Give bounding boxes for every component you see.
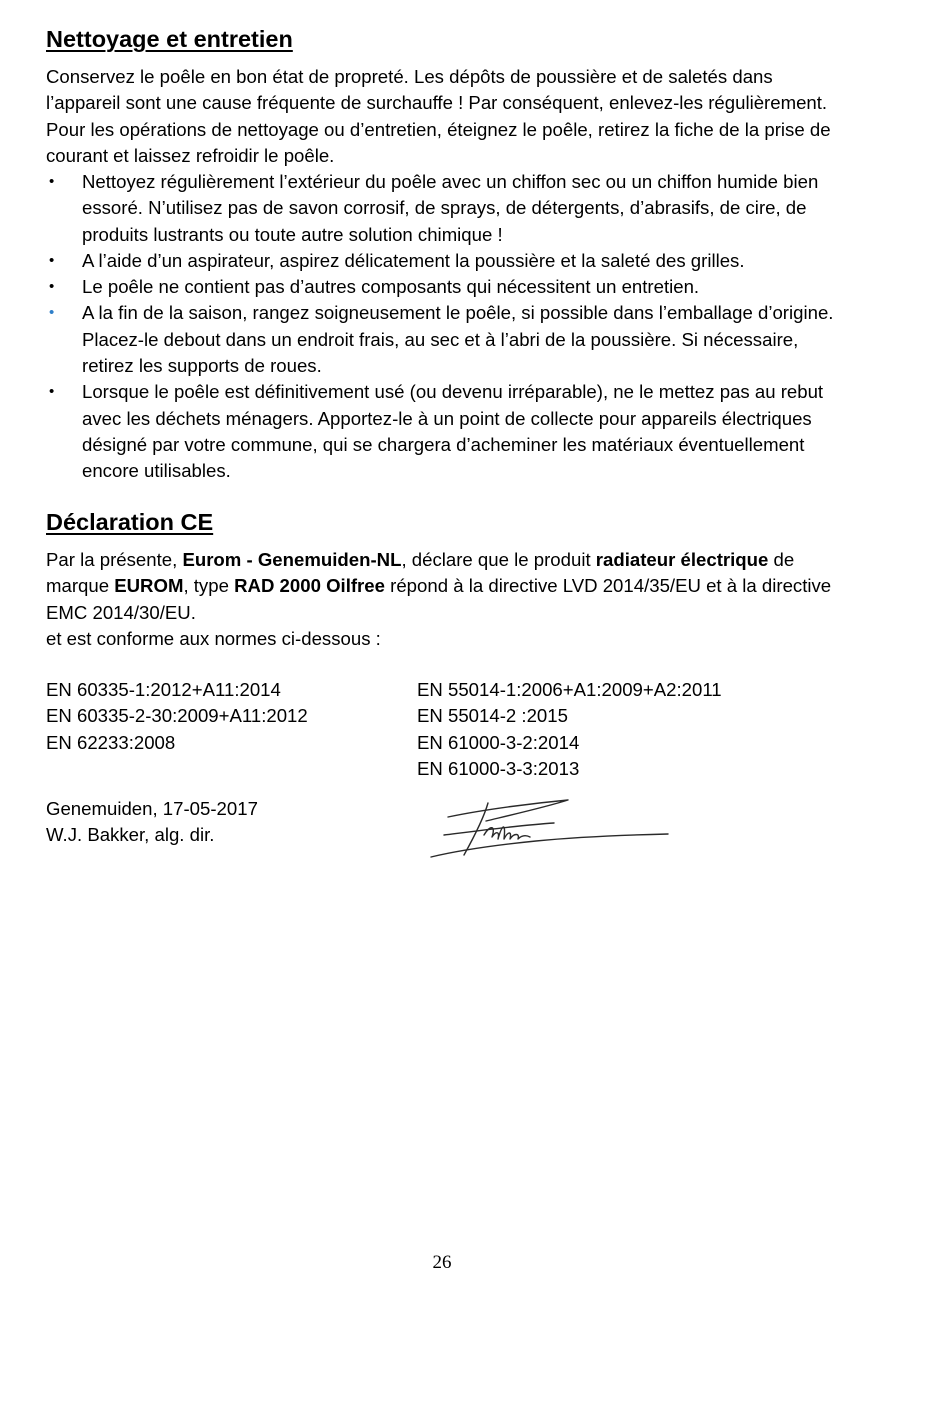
list-item <box>46 379 846 484</box>
section-title-cleaning: Nettoyage et entretien <box>46 26 293 52</box>
section-title-declaration: Déclaration CE <box>46 509 214 535</box>
bullet-icon: • <box>49 278 55 296</box>
cleaning-intro: Conservez le poêle en bon état de propreté. Les dépôts de poussière et de saletés dans l’appareil sont une cause fréquente de surchauffe ! Par conséquent, enlevez-les régulièrement. Pour les opérations de nettoyage ou d’entretien, éteignez le poêle, retirez la fiche de la prise de courant et laissez refroidir le poêle. <box>46 66 831 166</box>
standards-list-left <box>46 677 308 756</box>
declaration-text-part: , déclare que le produit <box>401 549 596 570</box>
cleaning-bullet-list <box>46 169 846 485</box>
declaration-text <box>46 547 846 652</box>
product-type: RAD 2000 Oilfree <box>234 575 385 597</box>
list-item-text: A la fin de la saison, rangez soigneusement le poêle, si possible dans l’emballage d’origine. Placez-le debout dans un endroit frais, au sec et à l’abri de la poussière. Si nécessaire, retirez les supports de roues. <box>82 302 834 377</box>
company-name: Eurom - Genemuiden-NL <box>182 549 402 570</box>
standards-list-right <box>417 677 722 782</box>
declaration-text-part: , type <box>183 575 235 597</box>
standard-item: EN 62233:2008 <box>46 731 176 753</box>
standard-item: EN 55014-1:2006+A1:2009+A2:2011 <box>417 679 722 700</box>
standard-item: EN 55014-2 :2015 <box>417 705 568 727</box>
list-item <box>46 248 846 274</box>
standard-item: EN 60335-1:2012+A11:2014 <box>46 679 281 700</box>
declaration-text-part: répond à la directive LVD 2014/35/EU et à la directive EMC 2014/30/EU. <box>46 575 832 623</box>
list-item-text: Le poêle ne contient pas d’autres composants qui nécessitent un entretien. <box>82 276 700 298</box>
list-item <box>46 300 846 379</box>
signatory: W.J. Bakker, alg. dir. <box>46 824 215 846</box>
list-item-text: Lorsque le poêle est définitivement usé (ou devenu irréparable), ne le mettez pas au rebut avec les déchets ménagers. Apportez-le à un point de collecte pour appareils électriques désigné par votre commune, qui se chargera d’acheminer les matériaux éventuellement encore utilisables. <box>82 381 824 482</box>
declaration-text-part: de marque <box>46 549 795 597</box>
handwritten-signature <box>426 795 671 863</box>
page-number: 26 <box>432 1252 452 1273</box>
list-item-text: Nettoyez régulièrement l’extérieur du poêle avec un chiffon sec ou un chiffon humide bien essoré. N’utilisez pas de savon corrosif, de sprays, de détergents, d’abrasifs, de cire, de produits lustrants ou toute autre solution chimique ! <box>82 171 819 245</box>
declaration-conformity-line: et est conforme aux normes ci-dessous : <box>46 627 381 649</box>
standard-item: EN 60335-2-30:2009+A11:2012 <box>46 705 308 727</box>
standard-item: EN 61000-3-3:2013 <box>417 757 580 779</box>
list-item <box>46 169 846 248</box>
bullet-icon: • <box>49 251 55 269</box>
bullet-icon: • <box>49 304 55 322</box>
declaration-text-part: Par la présente, <box>46 549 183 570</box>
brand-name: EUROM <box>114 575 184 597</box>
bullet-icon: • <box>49 383 55 401</box>
product-name: radiateur électrique <box>595 549 769 570</box>
list-item <box>46 274 846 300</box>
list-item-text: A l’aide d’un aspirateur, aspirez délicatement la poussière et la saleté des grilles. <box>82 249 745 271</box>
bullet-icon: • <box>49 173 55 190</box>
place-date: Genemuiden, 17-05-2017 <box>46 798 258 819</box>
standard-item: EN 61000-3-2:2014 <box>417 731 580 753</box>
